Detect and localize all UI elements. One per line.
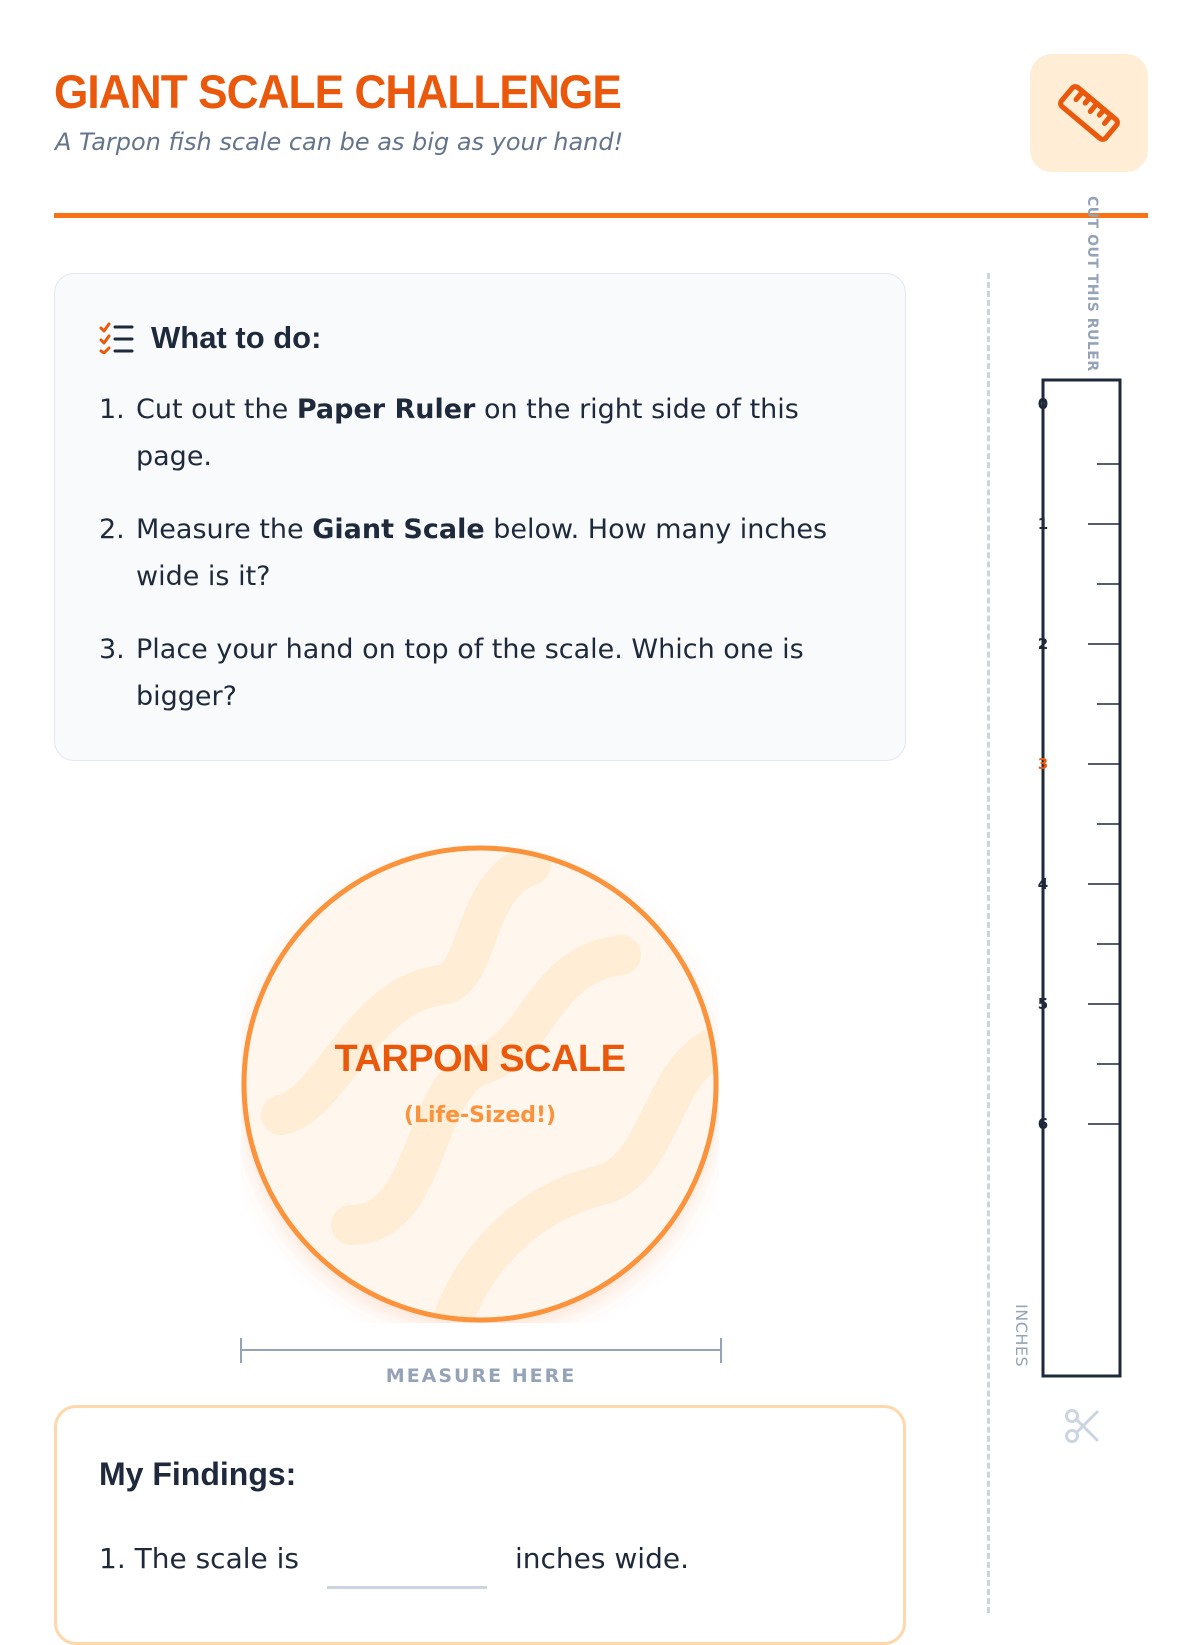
scale-title: TARPON SCALE xyxy=(334,1038,626,1080)
measure-guide-line xyxy=(240,1337,722,1365)
step-highlight: Giant Scale xyxy=(312,514,485,545)
ruler-number: 5 xyxy=(1037,995,1049,1013)
instructions-header xyxy=(99,320,321,356)
ruler-body xyxy=(1043,380,1120,1376)
step-text: Cut out the xyxy=(136,394,297,425)
tarpon-scale-illustration xyxy=(241,845,719,1323)
instruction-step-1 xyxy=(99,386,859,480)
finding-prefix: 1. The scale is xyxy=(99,1542,300,1575)
ruler-number: 4 xyxy=(1037,875,1049,893)
ruler-number: 0 xyxy=(1037,395,1049,413)
step-text: below. How many inches wide is it? xyxy=(136,514,828,592)
answer-blank[interactable] xyxy=(327,1586,487,1589)
page-title: GIANT SCALE CHALLENGE xyxy=(54,65,621,118)
ruler-unit-label: INCHES xyxy=(1012,1304,1031,1368)
step-text: Place your hand on top of the scale. Which one is bigger? xyxy=(136,634,804,712)
finding-row-1 xyxy=(99,1542,689,1575)
measure-label: MEASURE HERE xyxy=(385,1365,577,1387)
ruler-number: 1 xyxy=(1037,515,1049,533)
instruction-step-2 xyxy=(99,506,859,600)
header-divider xyxy=(54,213,1148,218)
cut-out-label: CUT OUT THIS RULER xyxy=(1084,196,1100,372)
step-highlight: Paper Ruler xyxy=(296,394,476,425)
instruction-steps xyxy=(99,386,859,746)
ruler-number: 6 xyxy=(1037,1115,1049,1133)
step-text: on the right side of this page. xyxy=(136,394,799,472)
findings-title: My Findings: xyxy=(99,1456,297,1492)
scissors-icon xyxy=(1064,1408,1100,1444)
step-text: Measure the xyxy=(136,514,313,545)
page-subtitle: A Tarpon fish scale can be as big as your hand! xyxy=(55,128,624,156)
scale-subtitle: (Life-Sized!) xyxy=(403,1103,557,1128)
instructions-title: What to do: xyxy=(151,320,322,355)
findings-card xyxy=(54,1405,906,1645)
finding-suffix: inches wide. xyxy=(515,1542,689,1575)
ruler-icon xyxy=(1056,80,1122,146)
ruler-number: 2 xyxy=(1037,635,1049,653)
cut-line xyxy=(987,273,990,1613)
paper-ruler[interactable] xyxy=(1030,376,1124,1380)
header-badge xyxy=(1030,54,1148,172)
instructions-card xyxy=(54,273,906,761)
instruction-step-3 xyxy=(99,626,859,720)
step-number: 1. xyxy=(99,394,125,425)
step-number: 2. xyxy=(99,514,125,545)
ruler-number: 3 xyxy=(1037,755,1049,773)
step-number: 3. xyxy=(99,634,125,665)
checklist-icon xyxy=(99,322,135,354)
